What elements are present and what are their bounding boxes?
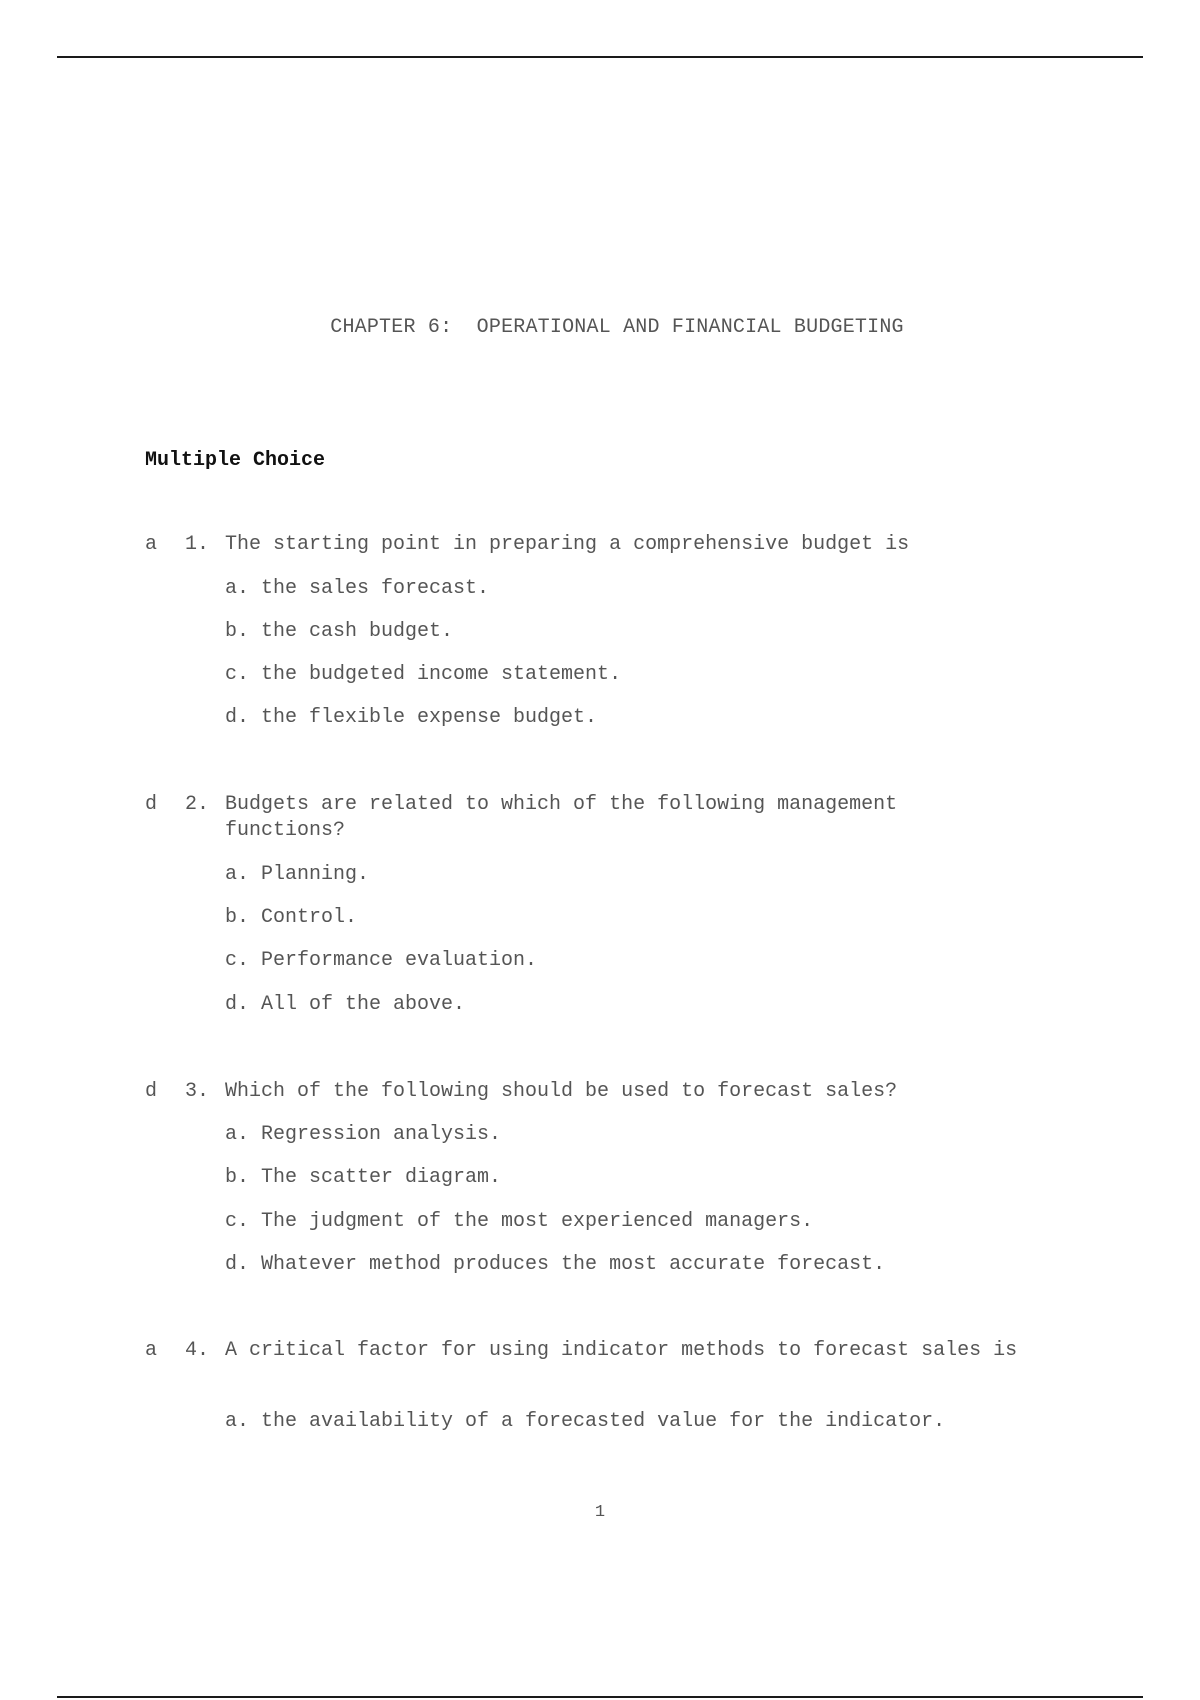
question-text: Which of the following should be used to forecast sales? <box>225 1080 898 1103</box>
option-item: c. Performance evaluation. <box>225 949 538 972</box>
question-number: 1. <box>185 533 210 556</box>
question-text: Budgets are related to which of the following management functions? <box>225 793 898 842</box>
answer-key: a <box>145 533 158 556</box>
question-number: 4. <box>185 1339 210 1362</box>
section-heading: Multiple Choice <box>145 449 326 472</box>
question-2 <box>145 792 985 844</box>
option-item: a. Planning. <box>225 863 370 886</box>
question-3 <box>145 1079 1085 1105</box>
bottom-rule <box>57 1696 1143 1698</box>
top-rule <box>57 56 1143 58</box>
question-text: A critical factor for using indicator methods to forecast sales is <box>225 1339 1018 1362</box>
answer-key: a <box>145 1339 158 1362</box>
chapter-title: CHAPTER 6: OPERATIONAL AND FINANCIAL BUDGETING <box>330 316 904 339</box>
option-item: d. Whatever method produces the most accurate forecast. <box>225 1253 886 1276</box>
question-4 <box>145 1338 1085 1364</box>
option-item: b. Control. <box>225 906 358 929</box>
option-item: c. The judgment of the most experienced managers. <box>225 1210 814 1233</box>
option-item: a. the availability of a forecasted value for the indicator. <box>225 1410 946 1433</box>
answer-key: d <box>145 1080 158 1103</box>
question-text: The starting point in preparing a comprehensive budget is <box>225 533 910 556</box>
option-item: a. the sales forecast. <box>225 577 490 600</box>
question-1 <box>145 532 1085 558</box>
option-item: d. the flexible expense budget. <box>225 706 598 729</box>
question-number: 2. <box>185 793 210 816</box>
option-item: b. the cash budget. <box>225 620 454 643</box>
option-item: b. The scatter diagram. <box>225 1166 502 1189</box>
page-number: 1 <box>594 1503 606 1522</box>
option-item: c. the budgeted income statement. <box>225 663 622 686</box>
question-number: 3. <box>185 1080 210 1103</box>
option-item: a. Regression analysis. <box>225 1123 502 1146</box>
answer-key: d <box>145 793 158 816</box>
option-item: d. All of the above. <box>225 993 466 1016</box>
